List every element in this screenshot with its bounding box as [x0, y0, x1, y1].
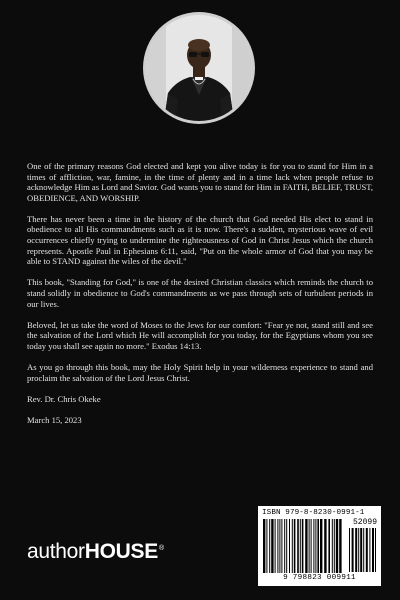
- back-cover-blurb: [27, 161, 373, 436]
- blurb-paragraph-2: There has never been a time in the history of the church that God needed His elect to stand in obedience to all His commandments such as it is now. There's a sudden, mysterious wave of evil occurrences chiefly trying to undermine the righteousness of God in Christ Jesus which the church represents. Apostle Paul in Ephesians 6:11, said, "Put on the whole armor of God that you may be able to STAND against the wiles of the devil.": [27, 213, 373, 267]
- author-photo-frame: [143, 12, 255, 124]
- signature-date: March 15, 2023: [27, 414, 82, 425]
- signature-name: Rev. Dr. Chris Okeke: [27, 393, 101, 404]
- blurb-paragraph-4: Beloved, let us take the word of Moses to the Jews for our comfort: "Fear ye not, stand still and see the salvation of the Lord which He will accomplish for you today, for the Egyptians whom you see today you shall see again no more." Exodus 14:13.: [27, 319, 373, 351]
- price-code: 52099: [352, 518, 377, 527]
- publisher-logo: [27, 540, 164, 564]
- barcode-bars: [262, 519, 377, 573]
- price-barcode-icon: [349, 528, 377, 572]
- isbn-barcode: [258, 506, 381, 586]
- registered-mark: ®: [158, 545, 164, 552]
- author-portrait-icon: [146, 15, 252, 121]
- blurb-paragraph-5: As you go through this book, may the Holy Spirit help in your wilderness experience to stand and proclaim the salvation of the Lord Jesus Christ.: [27, 361, 373, 383]
- blurb-paragraph-1: One of the primary reasons God elected and kept you alive today is for you to stand for Him in a times of affliction, war, famine, in the time of plenty and in a time lack when people refuse to acknowledge Him as Lord and Savior. God wants you to stand for Him in FAITH, BELIEF, TRUST, OBEDIENCE, AND WORSHIP.: [27, 161, 373, 203]
- publisher-name-part2: HOUSE: [84, 540, 158, 563]
- isbn-number: ISBN 979-8-8230-0991-1: [262, 509, 365, 517]
- blurb-paragraph-3: This book, "Standing for God," is one of the desired Christian classics which reminds the church to stand solidly in obedience to God's commandments as we pass through sets of turbulent periods in our lives.: [27, 277, 373, 309]
- author-photo: [146, 15, 252, 121]
- ean13-barcode-icon: [262, 519, 344, 573]
- publisher-name-part1: author: [27, 540, 85, 563]
- ean-number: 9 798823 009911: [283, 574, 356, 582]
